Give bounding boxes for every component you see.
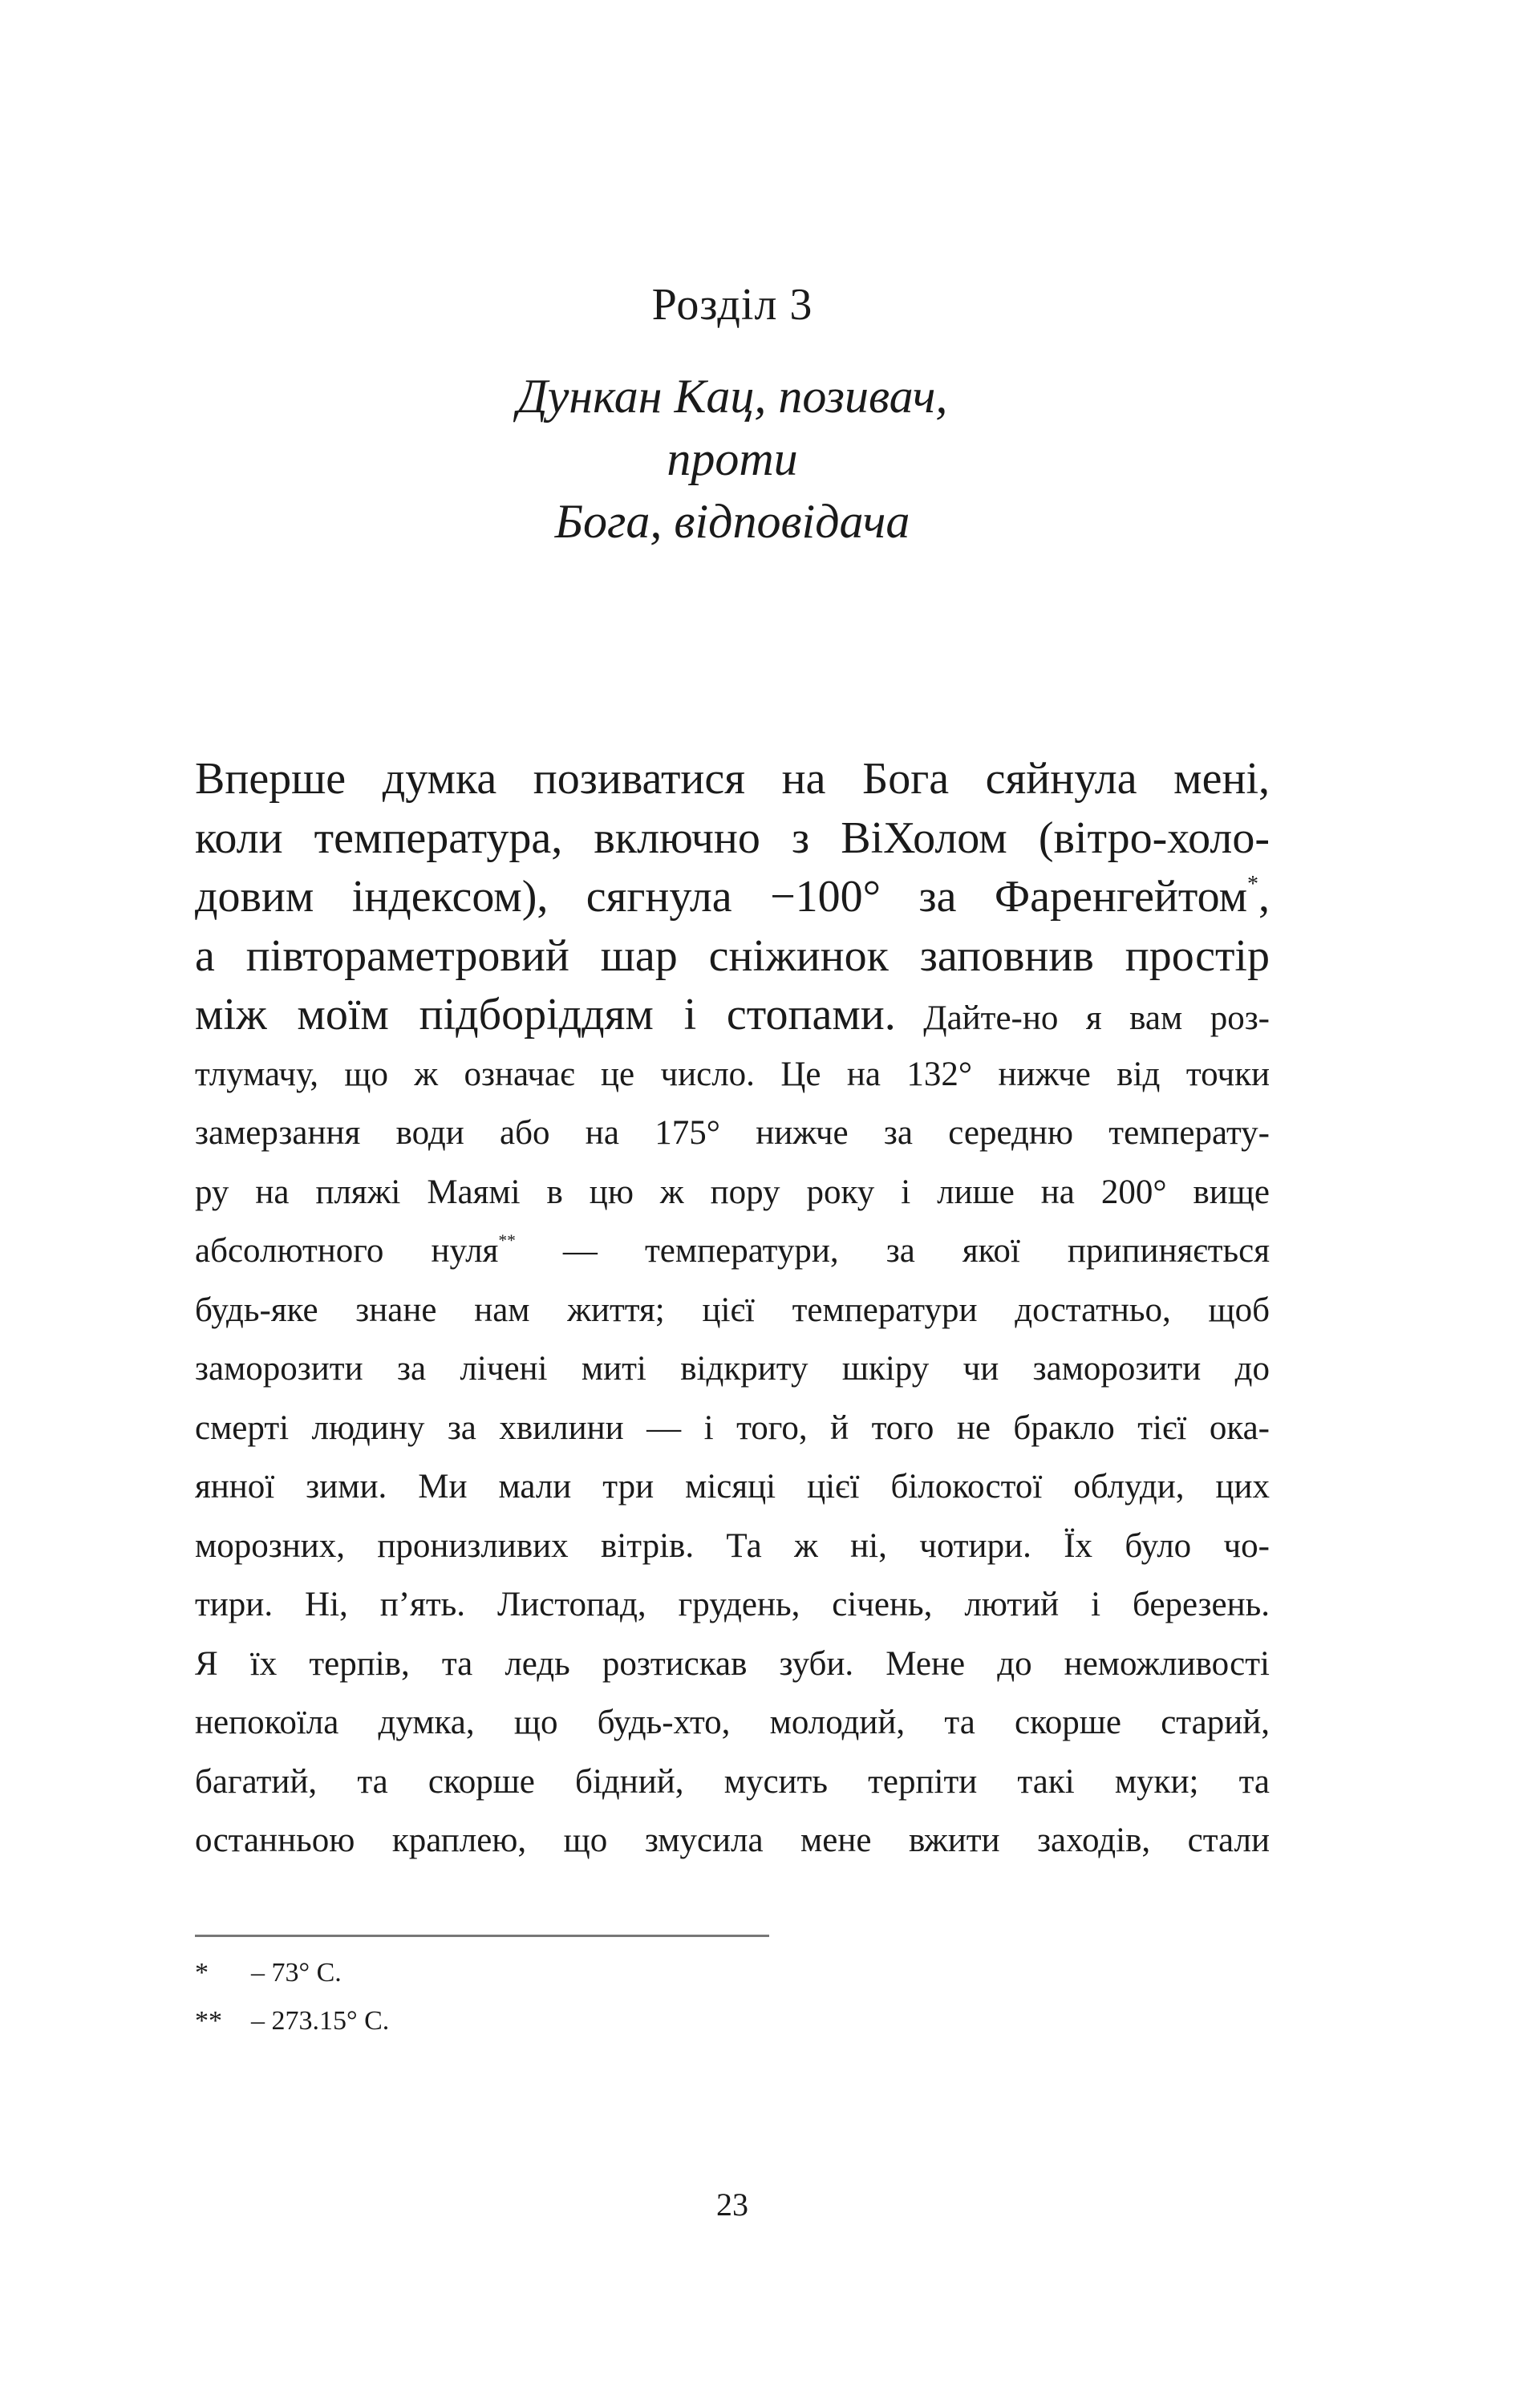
footnote: [195, 2005, 389, 2037]
text-line: останньою краплею, що змусила мене вжити заходів, стали: [195, 1822, 1270, 1859]
footnote-mark: *: [195, 1958, 209, 1988]
text-line: довим індексом), сягнула −100° за Фаренгейтом*,: [195, 871, 1270, 922]
text-line: янної зими. Ми мали три місяці цієї білокостої облуди, цих: [195, 1468, 1270, 1506]
text-line: між моїм підборіддям і стопами. Дайте-но я вам роз-: [195, 990, 1270, 1040]
text-line: багатий, та скорше бідний, мусить терпіти такі муки; та: [195, 1762, 1270, 1801]
footnote-divider: [195, 1935, 769, 1937]
footnote-mark: **: [195, 2006, 222, 2036]
text-line: замерзання води або на 175° нижче за середню температу-: [195, 1114, 1270, 1152]
subtitle-line: проти: [667, 432, 798, 485]
text-line: морозних, пронизливих вітрів. Та ж ні, чотири. Їх було чо-: [195, 1526, 1270, 1565]
body-text: [195, 750, 1270, 1870]
footnote-text: – 73° C.: [251, 1958, 342, 1988]
chapter-subtitle: [0, 365, 1465, 553]
text-line: Вперше думка позиватися на Бога сяйнула мені,: [195, 754, 1270, 804]
footnote-ref[interactable]: *: [1247, 871, 1258, 897]
footnote-text: – 273.15° C.: [251, 2006, 390, 2036]
text-line: а півтораметровий шар сніжинок заповнив простір: [195, 930, 1270, 981]
subtitle-line: Дункан Кац, позивач,: [517, 370, 948, 423]
text-line: непокоїла думка, що будь-хто, молодий, та скорше старий,: [195, 1704, 1270, 1741]
text-line: будь-яке знане нам життя; цієї температури достатньо, щоб: [195, 1291, 1270, 1329]
text-line: абсолютного нуля** — температури, за якої припиняється: [195, 1230, 1270, 1270]
chapter-label: Розділ 3: [651, 280, 813, 330]
text-line: заморозити за лічені миті відкриту шкіру чи заморозити до: [195, 1350, 1270, 1388]
page-number: 23: [716, 2186, 748, 2223]
text-line: тири. Ні, п’ять. Листопад, грудень, січень, лютий і березень.: [195, 1586, 1270, 1623]
subtitle-line: Бога, відповідача: [554, 495, 910, 548]
text-line: Я їх терпів, та ледь розтискав зуби. Мене до неможливості: [195, 1644, 1270, 1683]
footnote-ref[interactable]: **: [498, 1230, 516, 1250]
footnote: [195, 1957, 342, 1989]
text-line: коли температура, включно з ВіХолом (вітро-холо-: [195, 813, 1270, 863]
text-line: тлумачу, що ж означає це число. Це на 132° нижче від точки: [195, 1055, 1270, 1093]
text-line: ру на пляжі Маямі в цю ж пору року і лише на 200° вище: [195, 1173, 1270, 1211]
text-line: смерті людину за хвилини — і того, й того не бракло тієї ока-: [195, 1408, 1270, 1447]
